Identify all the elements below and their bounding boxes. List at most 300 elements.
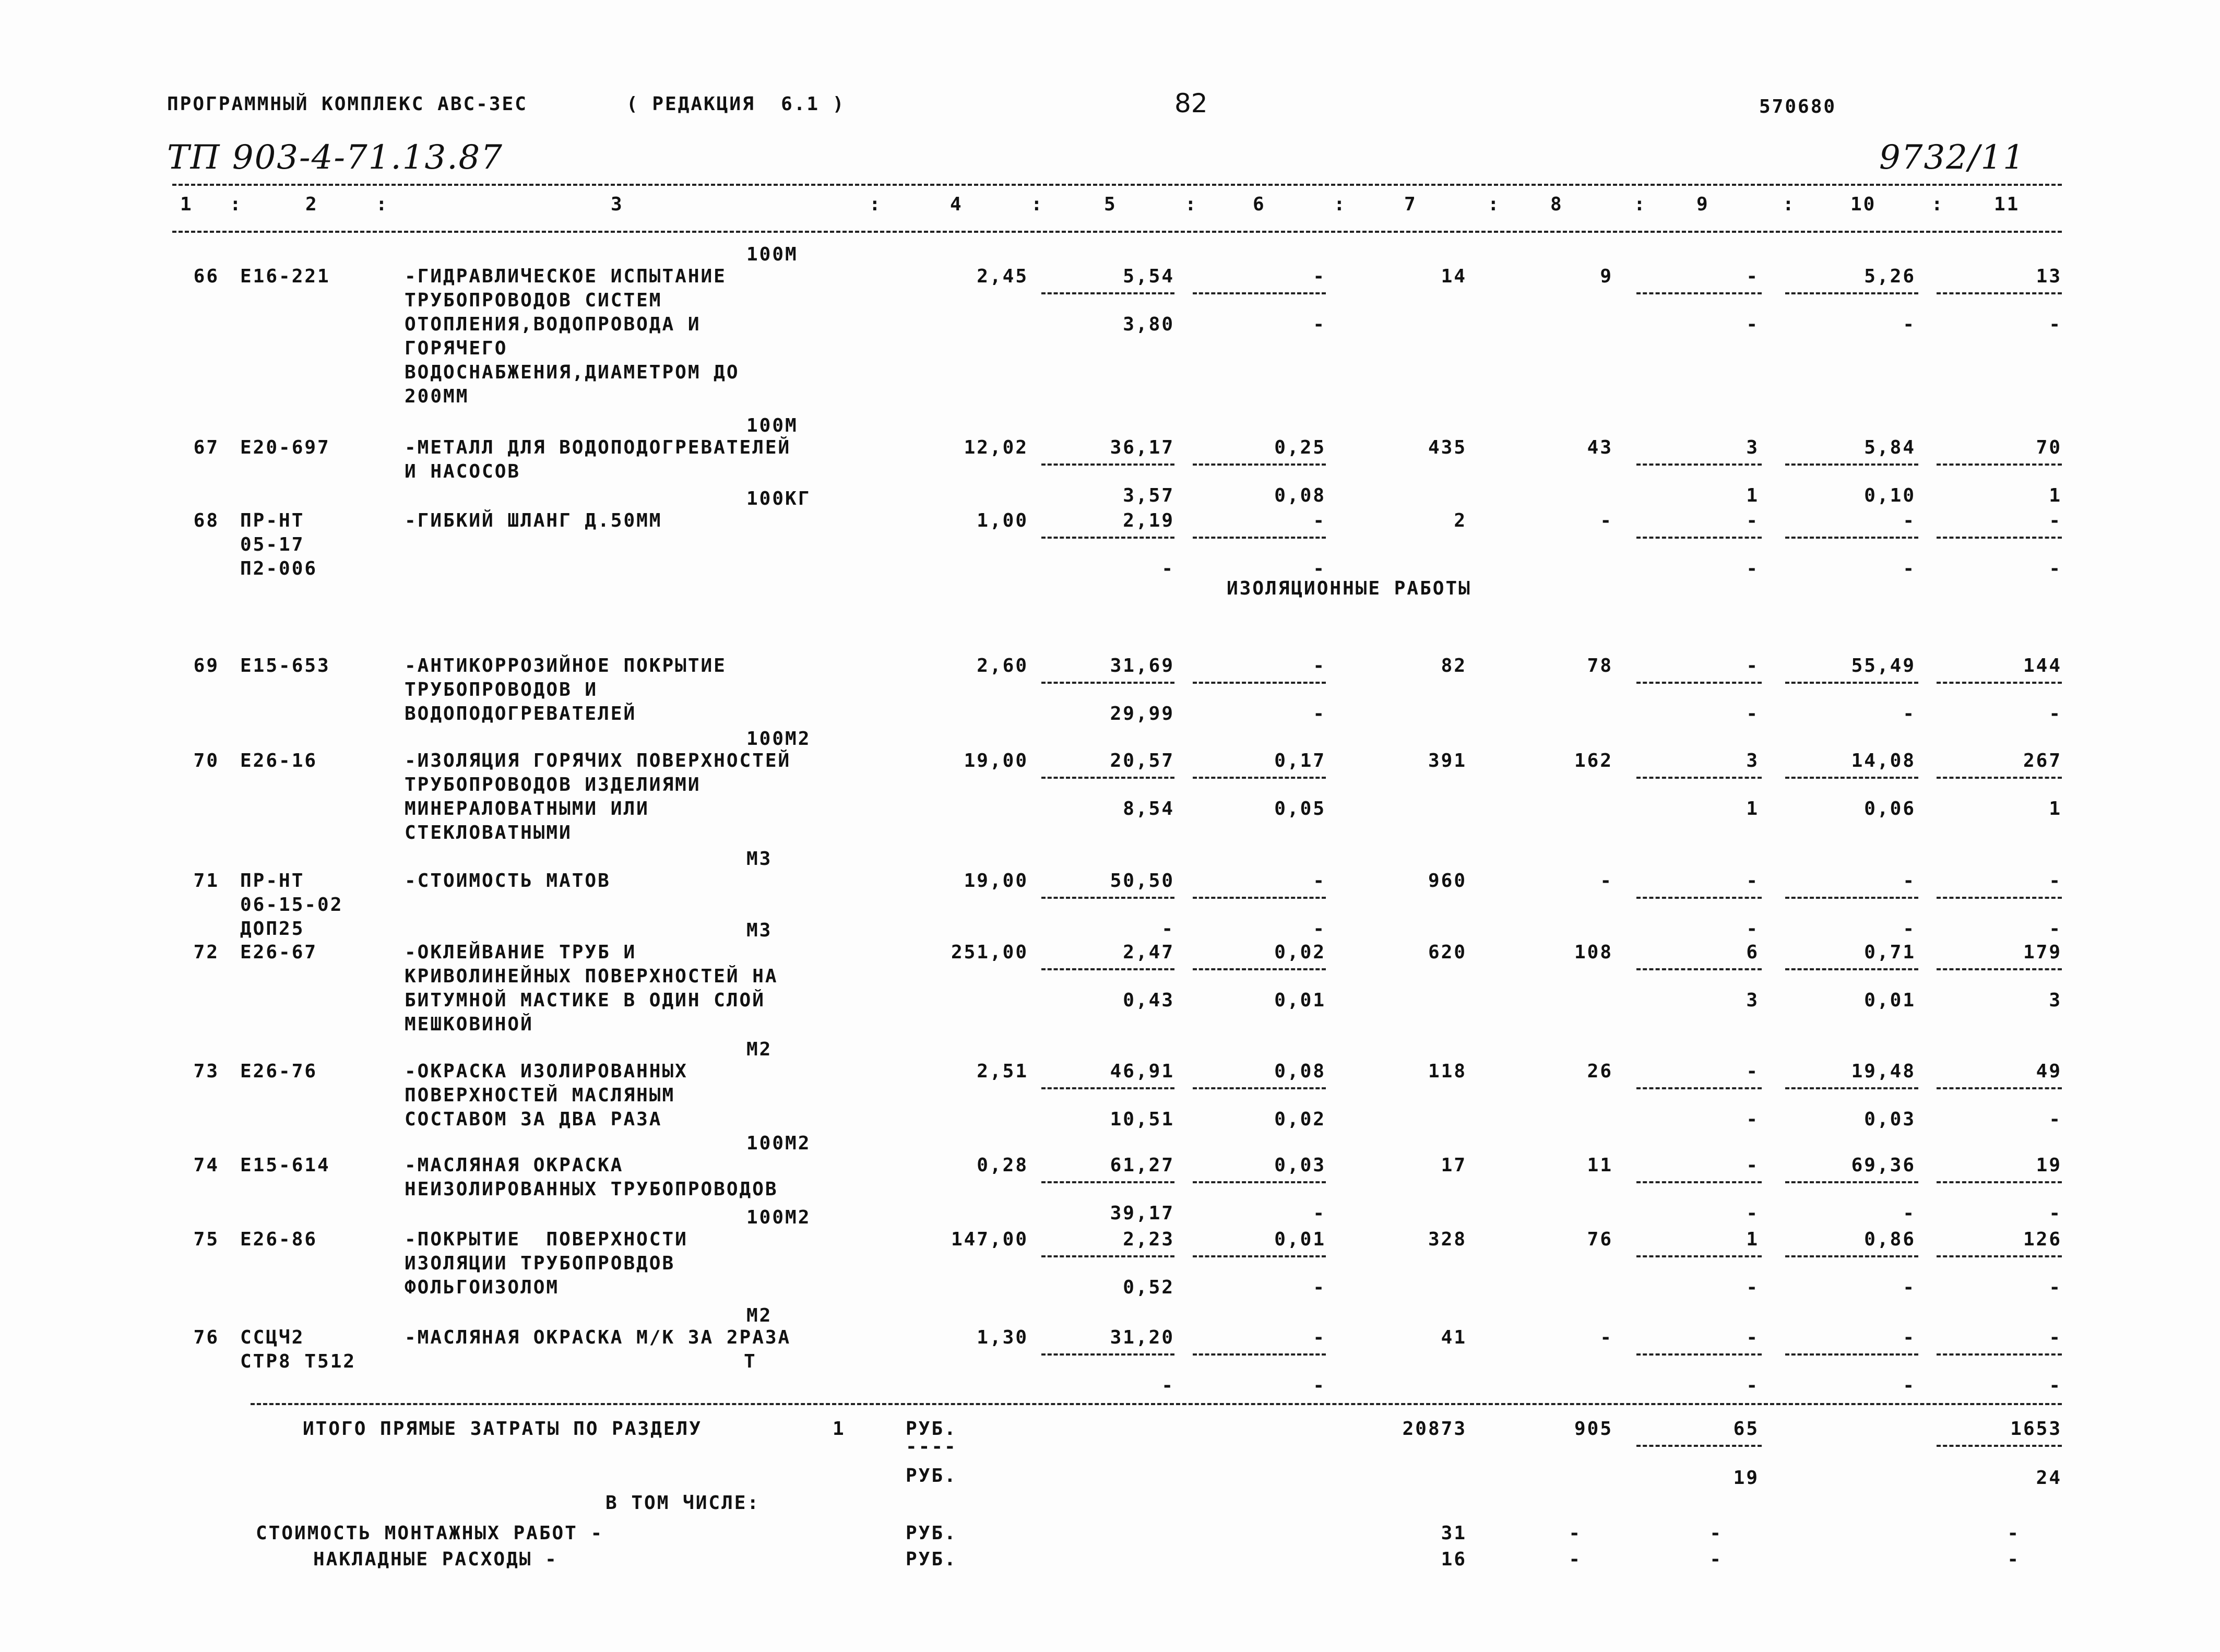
col11-sub: - bbox=[2049, 1277, 2062, 1298]
cell-rule bbox=[1785, 1255, 1918, 1257]
col6-sub: - bbox=[1313, 314, 1326, 335]
rate-code: Е15-614 bbox=[240, 1155, 330, 1176]
column-header-2: 2 bbox=[305, 194, 318, 215]
page-number: 82 bbox=[1174, 88, 1208, 118]
work-name: СОСТАВОМ ЗА ДВА РАЗА bbox=[405, 1109, 662, 1130]
col10-sub: - bbox=[1903, 1203, 1916, 1224]
totals-unit-rule: ---- bbox=[906, 1436, 957, 1457]
col10-sub: 0,06 bbox=[1864, 798, 1916, 819]
col5-unit-price: 2,23 bbox=[1123, 1229, 1174, 1250]
col6-sub: - bbox=[1313, 1375, 1326, 1396]
cell-rule bbox=[1041, 1181, 1174, 1183]
cell-rule bbox=[1193, 537, 1326, 539]
cell-rule bbox=[1193, 1087, 1326, 1089]
col7-total: 435 bbox=[1428, 437, 1467, 458]
col6-unit-price: - bbox=[1313, 870, 1326, 892]
cell-rule bbox=[1193, 292, 1326, 294]
col10-sub: - bbox=[1903, 918, 1916, 940]
totals-label: ИТОГО ПРЯМЫЕ ЗАТРАТЫ ПО РАЗДЕЛУ bbox=[303, 1418, 702, 1440]
totals-col9-b: 19 bbox=[1733, 1467, 1759, 1489]
work-name: 200ММ bbox=[405, 386, 469, 407]
cell-rule bbox=[1785, 292, 1918, 294]
col8-total: 78 bbox=[1587, 655, 1613, 676]
rate-code: Е26-86 bbox=[240, 1229, 318, 1250]
col4-quantity: 2,45 bbox=[977, 266, 1028, 287]
col10-sub: - bbox=[1903, 1277, 1916, 1298]
work-name: -ОКРАСКА ИЗОЛИРОВАННЫХ bbox=[405, 1061, 688, 1082]
footer-unit: РУБ. bbox=[906, 1549, 957, 1570]
col4-quantity: 1,30 bbox=[977, 1327, 1028, 1348]
cell-rule bbox=[1937, 463, 2062, 466]
cell-rule bbox=[1636, 292, 1762, 294]
col5-unit-price: 36,17 bbox=[1110, 437, 1174, 458]
col9-sub: 1 bbox=[1746, 798, 1759, 819]
col11-total: 70 bbox=[2036, 437, 2062, 458]
col5-sub: 3,80 bbox=[1123, 314, 1174, 335]
cell-rule bbox=[1937, 682, 2062, 684]
col8-total: 76 bbox=[1587, 1229, 1613, 1250]
footer-label: НАКЛАДНЫЕ РАСХОДЫ - bbox=[313, 1549, 558, 1570]
rate-code: Е26-67 bbox=[240, 942, 318, 963]
col9-total: - bbox=[1746, 1155, 1759, 1176]
rate-code: Е15-653 bbox=[240, 655, 330, 676]
col7-total: 41 bbox=[1441, 1327, 1467, 1348]
row-number: 66 bbox=[193, 266, 219, 287]
row-number: 74 bbox=[193, 1155, 219, 1176]
col9-total: 3 bbox=[1746, 750, 1759, 771]
edition: ( РЕДАКЦИЯ 6.1 ) bbox=[626, 93, 846, 115]
col9-total: 3 bbox=[1746, 437, 1759, 458]
column-header-11: 11 bbox=[1994, 194, 2020, 215]
cell-rule bbox=[1636, 1087, 1762, 1089]
col9-total: - bbox=[1746, 1061, 1759, 1082]
col9-total: - bbox=[1746, 1327, 1759, 1348]
col10-unit: 55,49 bbox=[1851, 655, 1916, 676]
col9-sub: - bbox=[1746, 558, 1759, 579]
footer-col11: - bbox=[2007, 1549, 2020, 1570]
header-rule bbox=[172, 184, 2062, 186]
col10-unit: - bbox=[1903, 1327, 1916, 1348]
row-number: 70 bbox=[193, 750, 219, 771]
cell-rule bbox=[1785, 682, 1918, 684]
col8-total: 43 bbox=[1587, 437, 1613, 458]
column-header-3: 3 bbox=[611, 194, 624, 215]
col5-sub: - bbox=[1161, 918, 1174, 940]
work-name: ИЗОЛЯЦИИ ТРУБОПРОВДОВ bbox=[405, 1253, 675, 1274]
column-header-rule bbox=[172, 231, 2062, 233]
cell-rule bbox=[1937, 1255, 2062, 1257]
work-name: -ИЗОЛЯЦИЯ ГОРЯЧИХ ПОВЕРХНОСТЕЙ bbox=[405, 750, 791, 771]
col5-unit-price: 20,57 bbox=[1110, 750, 1174, 771]
col6-unit-price: 0,01 bbox=[1274, 1229, 1326, 1250]
cell-rule bbox=[1937, 292, 2062, 294]
col10-sub: 0,03 bbox=[1864, 1109, 1916, 1130]
totals-unit: РУБ. bbox=[906, 1418, 957, 1440]
rate-code: 05-17 bbox=[240, 534, 305, 555]
totals-col11-rule bbox=[1937, 1445, 2062, 1447]
work-name: НЕИЗОЛИРОВАННЫХ ТРУБОПРОВОДОВ bbox=[405, 1179, 778, 1200]
row-number: 69 bbox=[193, 655, 219, 676]
cell-rule bbox=[1636, 463, 1762, 466]
totals-col11: 1653 bbox=[2010, 1418, 2062, 1440]
col6-sub: - bbox=[1313, 703, 1326, 724]
cell-rule bbox=[1041, 1353, 1174, 1356]
col10-unit: 14,08 bbox=[1851, 750, 1916, 771]
doc-number: ТП 903-4-71.13.87 bbox=[167, 138, 503, 177]
col5-sub: 0,52 bbox=[1123, 1277, 1174, 1298]
col6-sub: - bbox=[1313, 1277, 1326, 1298]
col9-sub: - bbox=[1746, 703, 1759, 724]
work-name: ТРУБОПРОВОДОВ И bbox=[405, 679, 598, 700]
work-name: -ГИДРАВЛИЧЕСКОЕ ИСПЫТАНИЕ bbox=[405, 266, 727, 287]
col4-quantity: 2,60 bbox=[977, 655, 1028, 676]
col6-sub: - bbox=[1313, 1203, 1326, 1224]
col7-total: 391 bbox=[1428, 750, 1467, 771]
cell-rule bbox=[1041, 682, 1174, 684]
col6-sub: - bbox=[1313, 558, 1326, 579]
column-header-8: 8 bbox=[1550, 194, 1563, 215]
unit-label: 100М bbox=[746, 415, 798, 436]
col6-sub: - bbox=[1313, 918, 1326, 940]
col5-unit-price: 2,47 bbox=[1123, 942, 1174, 963]
work-name: Т bbox=[744, 1351, 757, 1372]
col10-sub: - bbox=[1903, 558, 1916, 579]
col10-sub: - bbox=[1903, 703, 1916, 724]
row-number: 72 bbox=[193, 942, 219, 963]
footer-col9: - bbox=[1709, 1523, 1723, 1544]
cell-rule bbox=[1041, 968, 1174, 970]
cell-rule bbox=[1636, 1353, 1762, 1356]
col5-sub: - bbox=[1161, 558, 1174, 579]
row-number: 76 bbox=[193, 1327, 219, 1348]
work-name: МЕШКОВИНОЙ bbox=[405, 1014, 533, 1035]
cell-rule bbox=[1937, 777, 2062, 779]
column-separator: : bbox=[1783, 194, 1796, 215]
totals-col8: 905 bbox=[1574, 1418, 1613, 1440]
col11-sub: - bbox=[2049, 1203, 2062, 1224]
cell-rule bbox=[1041, 463, 1174, 466]
col6-sub: 0,08 bbox=[1274, 485, 1326, 506]
cell-rule bbox=[1785, 1353, 1918, 1356]
col5-unit-price: 31,20 bbox=[1110, 1327, 1174, 1348]
work-name: -МАСЛЯНАЯ ОКРАСКА М/К ЗА 2РАЗА bbox=[405, 1327, 791, 1348]
unit-label: 100М2 bbox=[746, 728, 811, 750]
cell-rule bbox=[1937, 1087, 2062, 1089]
work-name: ВОДОСНАБЖЕНИЯ,ДИАМЕТРОМ ДО bbox=[405, 362, 740, 383]
section-title: ИЗОЛЯЦИОННЫЕ РАБОТЫ bbox=[1227, 578, 1471, 599]
col6-unit-price: 0,02 bbox=[1274, 942, 1326, 963]
col7-total: 17 bbox=[1441, 1155, 1467, 1176]
cell-rule bbox=[1785, 968, 1918, 970]
col11-sub: - bbox=[2049, 314, 2062, 335]
column-header-7: 7 bbox=[1404, 194, 1417, 215]
col9-sub: 1 bbox=[1746, 485, 1759, 506]
work-name: ГОРЯЧЕГО bbox=[405, 338, 508, 359]
col10-unit: - bbox=[1903, 510, 1916, 531]
col11-total: - bbox=[2049, 1327, 2062, 1348]
cell-rule bbox=[1193, 1255, 1326, 1257]
footer-label: СТОИМОСТЬ МОНТАЖНЫХ РАБОТ - bbox=[256, 1523, 604, 1544]
rate-code: ДОП25 bbox=[240, 918, 305, 940]
col4-quantity: 147,00 bbox=[951, 1229, 1028, 1250]
col10-unit: 69,36 bbox=[1851, 1155, 1916, 1176]
col11-sub: 3 bbox=[2049, 990, 2062, 1011]
col5-unit-price: 61,27 bbox=[1110, 1155, 1174, 1176]
col10-unit: 5,84 bbox=[1864, 437, 1916, 458]
unit-label: М3 bbox=[746, 920, 773, 941]
col5-sub: 29,99 bbox=[1110, 703, 1174, 724]
cell-rule bbox=[1785, 777, 1918, 779]
col10-sub: - bbox=[1903, 1375, 1916, 1396]
col6-sub: 0,01 bbox=[1274, 990, 1326, 1011]
col4-quantity: 251,00 bbox=[951, 942, 1028, 963]
footer-col8: - bbox=[1569, 1523, 1582, 1544]
col7-total: 118 bbox=[1428, 1061, 1467, 1082]
cell-rule bbox=[1636, 897, 1762, 899]
column-separator: : bbox=[1634, 194, 1647, 215]
cell-rule bbox=[1193, 682, 1326, 684]
col8-total: 11 bbox=[1587, 1155, 1613, 1176]
column-separator: : bbox=[1488, 194, 1501, 215]
col11-total: 267 bbox=[2023, 750, 2062, 771]
totals-section-number: 1 bbox=[833, 1418, 846, 1440]
col5-unit-price: 50,50 bbox=[1110, 870, 1174, 892]
col6-unit-price: 0,17 bbox=[1274, 750, 1326, 771]
cell-rule bbox=[1041, 1087, 1174, 1089]
col5-unit-price: 31,69 bbox=[1110, 655, 1174, 676]
work-name: ПОВЕРХНОСТЕЙ МАСЛЯНЫМ bbox=[405, 1085, 675, 1106]
col9-total: - bbox=[1746, 510, 1759, 531]
rate-code: Е26-76 bbox=[240, 1061, 318, 1082]
col9-sub: 3 bbox=[1746, 990, 1759, 1011]
col4-quantity: 0,28 bbox=[977, 1155, 1028, 1176]
col9-sub: - bbox=[1746, 918, 1759, 940]
unit-label: 100М2 bbox=[746, 1133, 811, 1154]
row-number: 73 bbox=[193, 1061, 219, 1082]
column-separator: : bbox=[1031, 194, 1044, 215]
cell-rule bbox=[1193, 1181, 1326, 1183]
totals-col7: 20873 bbox=[1402, 1418, 1467, 1440]
rate-code: Е20-697 bbox=[240, 437, 330, 458]
work-name: СТЕКЛОВАТНЫМИ bbox=[405, 822, 572, 843]
cell-rule bbox=[1193, 897, 1326, 899]
doc-code: 570680 bbox=[1759, 96, 1837, 117]
col9-total: - bbox=[1746, 655, 1759, 676]
cell-rule bbox=[1636, 682, 1762, 684]
unit-label: 100М2 bbox=[746, 1207, 811, 1228]
col10-unit: - bbox=[1903, 870, 1916, 892]
col9-sub: - bbox=[1746, 1109, 1759, 1130]
cell-rule bbox=[1041, 292, 1174, 294]
footer-col9: - bbox=[1709, 1549, 1723, 1570]
col6-unit-price: 0,03 bbox=[1274, 1155, 1326, 1176]
col11-total: 49 bbox=[2036, 1061, 2062, 1082]
col11-sub: - bbox=[2049, 918, 2062, 940]
col9-sub: - bbox=[1746, 1277, 1759, 1298]
cell-rule bbox=[1937, 1353, 2062, 1356]
col5-sub: 8,54 bbox=[1123, 798, 1174, 819]
unit-label: 100М bbox=[746, 244, 798, 265]
cell-rule bbox=[1193, 968, 1326, 970]
column-header-9: 9 bbox=[1696, 194, 1709, 215]
col11-total: - bbox=[2049, 510, 2062, 531]
col5-sub: 3,57 bbox=[1123, 485, 1174, 506]
totals-col9: 65 bbox=[1733, 1418, 1759, 1440]
work-name: ОТОПЛЕНИЯ,ВОДОПРОВОДА И bbox=[405, 314, 701, 335]
col9-total: 6 bbox=[1746, 942, 1759, 963]
col8-total: - bbox=[1600, 870, 1613, 892]
col11-sub: - bbox=[2049, 1375, 2062, 1396]
cell-rule bbox=[1636, 777, 1762, 779]
col11-sub: 1 bbox=[2049, 485, 2062, 506]
cell-rule bbox=[1785, 897, 1918, 899]
row-number: 71 bbox=[193, 870, 219, 892]
col6-sub: 0,05 bbox=[1274, 798, 1326, 819]
cell-rule bbox=[1937, 968, 2062, 970]
work-name: КРИВОЛИНЕЙНЫХ ПОВЕРХНОСТЕЙ НА bbox=[405, 966, 778, 987]
col10-sub: 0,01 bbox=[1864, 990, 1916, 1011]
col9-sub: - bbox=[1746, 1203, 1759, 1224]
col10-sub: 0,10 bbox=[1864, 485, 1916, 506]
work-name: -АНТИКОРРОЗИЙНОЕ ПОКРЫТИЕ bbox=[405, 655, 727, 676]
work-name: -СТОИМОСТЬ МАТОВ bbox=[405, 870, 611, 892]
col11-total: 144 bbox=[2023, 655, 2062, 676]
col9-total: 1 bbox=[1746, 1229, 1759, 1250]
cell-rule bbox=[1785, 537, 1918, 539]
footer-col8: - bbox=[1569, 1549, 1582, 1570]
col4-quantity: 1,00 bbox=[977, 510, 1028, 531]
cell-rule bbox=[1937, 1181, 2062, 1183]
col9-total: - bbox=[1746, 870, 1759, 892]
col4-quantity: 19,00 bbox=[964, 870, 1028, 892]
col7-total: 2 bbox=[1454, 510, 1467, 531]
unit-label: М2 bbox=[746, 1305, 773, 1326]
work-name: И НАСОСОВ bbox=[405, 461, 521, 482]
work-name: -ГИБКИЙ ШЛАНГ Д.50ММ bbox=[405, 510, 662, 531]
col9-sub: - bbox=[1746, 314, 1759, 335]
col10-unit: 5,26 bbox=[1864, 266, 1916, 287]
column-separator: : bbox=[1185, 194, 1198, 215]
footer-col11: - bbox=[2007, 1523, 2020, 1544]
totals-col11-b: 24 bbox=[2036, 1467, 2062, 1489]
column-separator: : bbox=[869, 194, 882, 215]
totals-col9-rule bbox=[1636, 1445, 1762, 1447]
col4-quantity: 12,02 bbox=[964, 437, 1028, 458]
col8-total: 26 bbox=[1587, 1061, 1613, 1082]
col4-quantity: 2,51 bbox=[977, 1061, 1028, 1082]
cell-rule bbox=[1193, 463, 1326, 466]
column-separator: : bbox=[1931, 194, 1944, 215]
col10-unit: 0,86 bbox=[1864, 1229, 1916, 1250]
totals-unit-2: РУБ. bbox=[906, 1465, 957, 1487]
rate-code: ССЦЧ2 bbox=[240, 1327, 305, 1348]
including-label: В ТОМ ЧИСЛЕ: bbox=[606, 1492, 761, 1514]
col7-total: 14 bbox=[1441, 266, 1467, 287]
column-header-5: 5 bbox=[1104, 194, 1117, 215]
cell-rule bbox=[1636, 1255, 1762, 1257]
footer-col7: 16 bbox=[1441, 1549, 1467, 1570]
col4-quantity: 19,00 bbox=[964, 750, 1028, 771]
column-header-4: 4 bbox=[950, 194, 963, 215]
col11-total: 179 bbox=[2023, 942, 2062, 963]
cell-rule bbox=[1785, 1087, 1918, 1089]
col8-total: - bbox=[1600, 510, 1613, 531]
col7-total: 620 bbox=[1428, 942, 1467, 963]
col6-unit-price: - bbox=[1313, 266, 1326, 287]
row-number: 68 bbox=[193, 510, 219, 531]
col8-total: 162 bbox=[1574, 750, 1613, 771]
column-separator: : bbox=[1334, 194, 1347, 215]
work-name: МИНЕРАЛОВАТНЫМИ ИЛИ bbox=[405, 798, 649, 819]
cell-rule bbox=[1041, 537, 1174, 539]
work-name: -ПОКРЫТИЕ ПОВЕРХНОСТИ bbox=[405, 1229, 688, 1250]
cell-rule bbox=[1193, 777, 1326, 779]
rate-code: Е26-16 bbox=[240, 750, 318, 771]
cell-rule bbox=[1785, 463, 1918, 466]
cell-rule bbox=[1636, 968, 1762, 970]
col7-total: 82 bbox=[1441, 655, 1467, 676]
rate-code: СТР8 Т512 bbox=[240, 1351, 357, 1372]
work-name: ТРУБОПРОВОДОВ СИСТЕМ bbox=[405, 290, 662, 311]
unit-label: 100КГ bbox=[746, 488, 811, 509]
col5-sub: 10,51 bbox=[1110, 1109, 1174, 1130]
column-header-6: 6 bbox=[1253, 194, 1266, 215]
col9-sub: - bbox=[1746, 1375, 1759, 1396]
sheet-number: 9732/11 bbox=[1879, 138, 2025, 177]
cell-rule bbox=[1937, 897, 2062, 899]
totals-rule bbox=[251, 1403, 2062, 1405]
col11-sub: - bbox=[2049, 558, 2062, 579]
unit-label: М2 bbox=[746, 1039, 773, 1060]
col11-sub: 1 bbox=[2049, 798, 2062, 819]
rate-code: П2-006 bbox=[240, 558, 318, 579]
col8-total: 108 bbox=[1574, 942, 1613, 963]
footer-col7: 31 bbox=[1441, 1523, 1467, 1544]
col7-total: 328 bbox=[1428, 1229, 1467, 1250]
column-separator: : bbox=[376, 194, 389, 215]
col8-total: 9 bbox=[1600, 266, 1613, 287]
cell-rule bbox=[1636, 537, 1762, 539]
col5-sub: 39,17 bbox=[1110, 1203, 1174, 1224]
rate-code: Е16-221 bbox=[240, 266, 330, 287]
col11-sub: - bbox=[2049, 703, 2062, 724]
col5-sub: 0,43 bbox=[1123, 990, 1174, 1011]
work-name: -ОКЛЕЙВАНИЕ ТРУБ И bbox=[405, 942, 637, 963]
rate-code: ПР-НТ bbox=[240, 870, 305, 892]
col5-unit-price: 46,91 bbox=[1110, 1061, 1174, 1082]
cell-rule bbox=[1041, 897, 1174, 899]
col11-total: 126 bbox=[2023, 1229, 2062, 1250]
footer-unit: РУБ. bbox=[906, 1523, 957, 1544]
col6-sub: 0,02 bbox=[1274, 1109, 1326, 1130]
col11-total: - bbox=[2049, 870, 2062, 892]
work-name: -МАСЛЯНАЯ ОКРАСКА bbox=[405, 1155, 624, 1176]
work-name: ВОДОПОДОГРЕВАТЕЛЕЙ bbox=[405, 703, 637, 724]
row-number: 67 bbox=[193, 437, 219, 458]
rate-code: ПР-НТ bbox=[240, 510, 305, 531]
col9-total: - bbox=[1746, 266, 1759, 287]
col11-sub: - bbox=[2049, 1109, 2062, 1130]
col6-unit-price: - bbox=[1313, 510, 1326, 531]
cell-rule bbox=[1041, 1255, 1174, 1257]
col10-unit: 0,71 bbox=[1864, 942, 1916, 963]
program-name: ПРОГРАММНЫЙ КОМПЛЕКС АВС-3ЕС bbox=[167, 93, 528, 115]
col5-unit-price: 2,19 bbox=[1123, 510, 1174, 531]
col6-unit-price: - bbox=[1313, 1327, 1326, 1348]
unit-label: М3 bbox=[746, 848, 773, 870]
col7-total: 960 bbox=[1428, 870, 1467, 892]
cell-rule bbox=[1937, 537, 2062, 539]
